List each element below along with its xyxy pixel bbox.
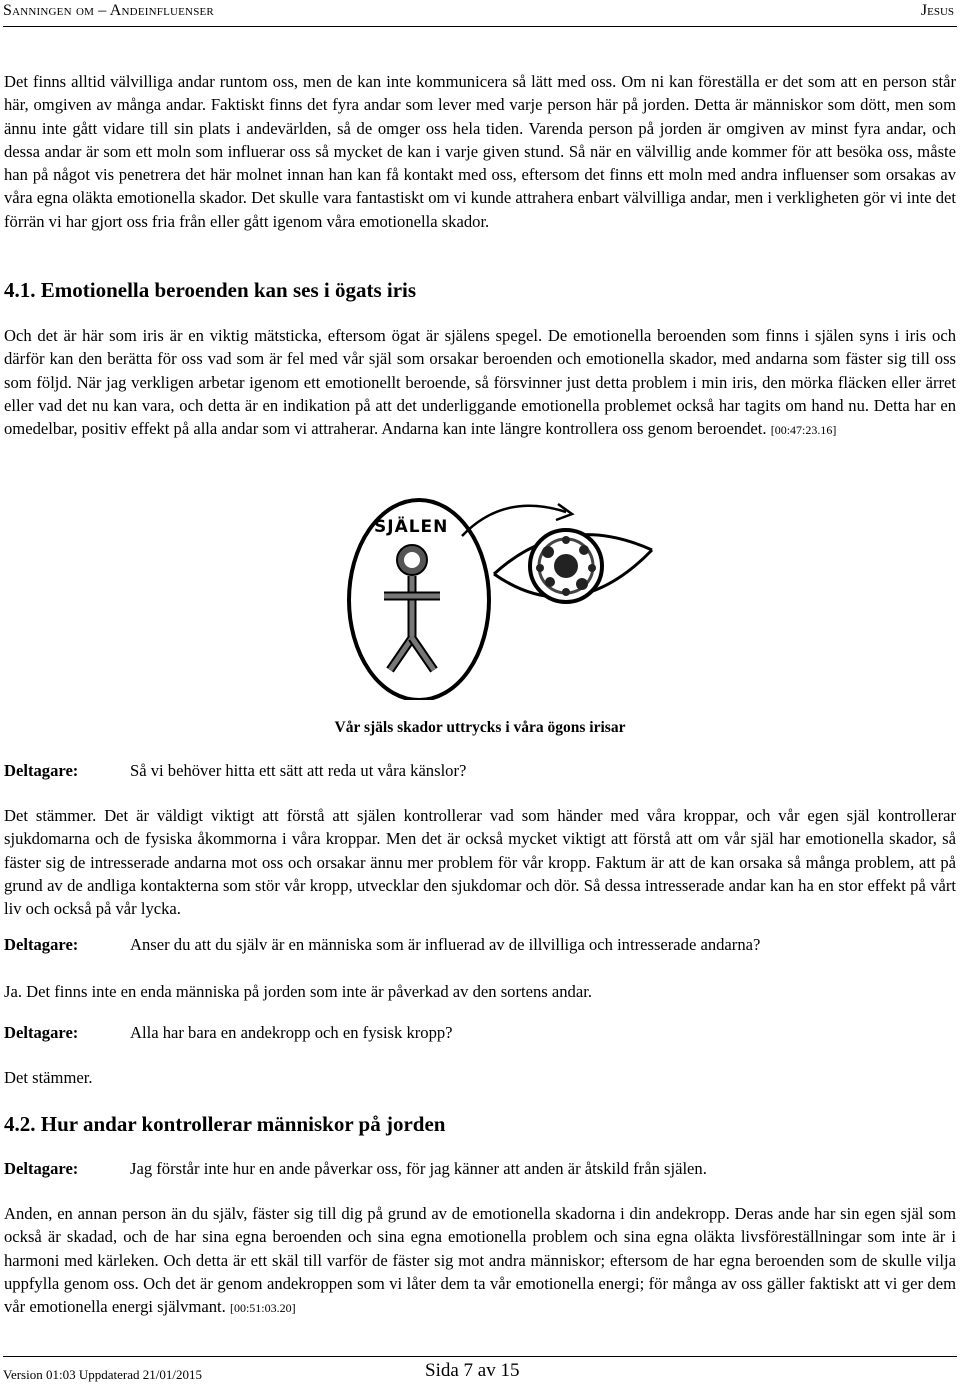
paragraph-4-block — [4, 980, 956, 1003]
paragraph-answer-4 — [4, 1202, 956, 1320]
section-4-2-block — [4, 1110, 956, 1138]
soul-label: SJÄLEN — [374, 517, 449, 537]
page-number: Sida 7 av 15 — [425, 1360, 520, 1381]
page-footer — [3, 1356, 957, 1385]
paragraph-iris-text: Och det är här som iris är en viktig mätsticka, eftersom ögat är själens spegel. De emotionella beroenden som finns i själen syns i iris och därför kan den berätta för oss vad som är fel med vår själ som orsakar beroenden och emotionella skador, med andarna som fäster sig till oss som följd. När jag verkligen arbetar igenom ett emotionellt beroende, så försvinner just detta problem i min iris, den mörka fläcken eller ärret eller vad det nu kan vara, och detta är en indikation på att det underliggande emotionella problemet också har tagits om hand nu. Detta har en omedelbar, positiv effekt på alla andar som vi attraherar. Andarna kan inte längre kontrollera oss genom beroendet. — [4, 326, 956, 439]
speaker-label: Deltagare: — [4, 935, 79, 954]
soul-eye-illustration — [334, 492, 654, 700]
question-text: Så vi behöver hitta ett sätt att reda ut våra känslor? — [130, 761, 467, 780]
paragraph-3-block — [4, 804, 956, 920]
speaker-label: Deltagare: — [4, 761, 79, 780]
paragraph-answer-3: Det stämmer. — [4, 1068, 93, 1087]
page-header — [3, 0, 957, 27]
version-info: Version 01:03 Uppdaterad 21/01/2015 — [3, 1367, 202, 1382]
dialog-2 — [4, 934, 956, 956]
soul-eye-drawing — [334, 492, 654, 700]
header-title: Sanningen om – Andeinfluenser — [3, 2, 214, 19]
dialog-3 — [4, 1022, 956, 1044]
speaker-label: Deltagare: — [4, 1023, 79, 1042]
stick-figure-icon — [384, 545, 440, 670]
section-heading-4-2: 4.2. Hur andar kontrollerar människor på jorden — [4, 1112, 446, 1136]
paragraph-iris — [4, 324, 956, 442]
section-heading-4-1: 4.1. Emotionella beroenden kan ses i ögats iris — [4, 278, 417, 302]
paragraph-intro: Det finns alltid välvilliga andar runtom oss, men de kan inte kommunicera så lätt med oss. Om ni kan föreställa er det som att en person står här, omgiven av många andar. Faktiskt finns det fyra andar som lever med varje person här på jorden. Detta är människor som dött, men som ännu inte gått vidare till sin plats i andevärlden, så de omger oss hela tiden. Varenda person på jorden är omgiven av minst fyra andar, och dessa andar är som ett moln som influerar oss så mycket de kan i varje given stund. Så när en välvillig ande kommer för att besöka oss, måste han på något vis penetrera det här molnet innan han kan få kontakt med oss, eftersom det finns ett moln med andra influenser som orsakas av våra egna oläkta emotionella skador. Det skulle vara fantastiskt om vi kunde attrahera enbart välvilliga andar, men i verkligheten gör vi inte det förrän vi har gjort oss fria från eller gått igenom våra emotionella skador. — [4, 72, 956, 231]
paragraph-5-block — [4, 1066, 956, 1089]
paragraph-1-block — [4, 70, 956, 233]
paragraph-answer-1: Det stämmer. Det är väldigt viktigt att förstå att själen kontrollerar vad som händer med våra kroppar, och vår egen själ kontrollerar sjukdomarna och de fysiska åkommorna i våra kroppar. Men det är också mycket viktigt att förstå att om vår själ har emotionella skador, så fäster sig de intresserade andarna mot oss och orsakar ännu mer problem för vår kropp. Faktum är att de kan orsaka så många problem, att på grund av de andliga kontakterna som stör vår kropp, utvecklar den sjukdomar och dör. Så dessa intresserade andar kan ha en stor effekt på vårt liv och också på vår lycka. — [4, 806, 956, 919]
section-4-1-block — [4, 276, 956, 304]
figure-caption: Vår själs skador uttrycks i våra ögons irisar — [334, 719, 626, 736]
question-text: Alla har bara en andekropp och en fysisk kropp? — [130, 1023, 453, 1042]
paragraph-2-block — [4, 324, 956, 442]
question-text: Jag förstår inte hur en ande påverkar oss, för jag känner att anden är åtskild från själen. — [130, 1159, 707, 1178]
dialog-1 — [4, 760, 956, 782]
paragraph-answer-2: Ja. Det finns inte en enda människa på jorden som inte är påverkad av den sortens andar. — [4, 982, 592, 1001]
header-author: Jesus — [920, 2, 954, 19]
paragraph-6-block — [4, 1202, 956, 1320]
eye-icon — [494, 530, 652, 602]
paragraph-answer-4-text: Anden, en annan person än du själv, fäster sig till dig på grund av de emotionella skadorna i din andekropp. Deras ande har sin egen själ som också är skadad, och de har sina egna beroenden och sina egna emotionella problem och sina egna oläkta livsföreställningar som inte är i harmoni med kärleken. Och detta är ett skäl till varför de fäster sig mot andra människor; eftersom de har egna beroenden som de skulle vilja uppfylla genom oss. Och det är genom andekroppen som vi låter dem ta vår emotionella energi; för många av oss gäller faktiskt att vi ger dem vår emotionella energi självmant. — [4, 1204, 956, 1317]
timestamp: [00:47:23.16] — [770, 423, 837, 438]
dialog-4 — [4, 1158, 956, 1180]
speaker-label: Deltagare: — [4, 1159, 79, 1178]
question-text: Anser du att du själv är en människa som är influerad av de illvilliga och intresserade andarna? — [130, 935, 761, 954]
timestamp: [00:51:03.20] — [229, 1301, 296, 1316]
